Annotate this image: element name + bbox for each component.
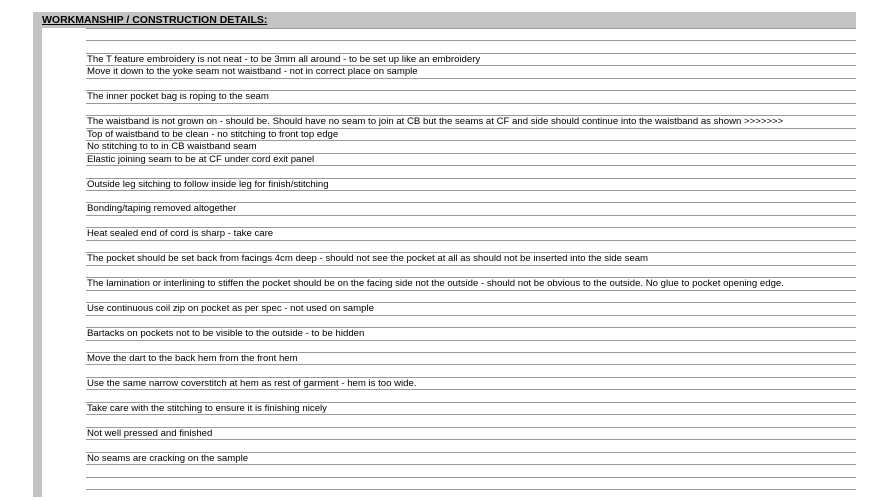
detail-row[interactable] (86, 414, 856, 426)
detail-row[interactable]: Move the dart to the back hem from the front hem (86, 352, 856, 364)
detail-row[interactable]: The waistband is not grown on - should be. Should have no seam to join at CB but the seams at CF and side should continue into the waistband as shown >>>>>>> (86, 115, 856, 127)
detail-row[interactable]: Move it down to the yoke seam not waistband - not in correct place on sample (86, 65, 856, 77)
detail-row[interactable]: Top of waistband to be clean - no stitching to front top edge (86, 128, 856, 140)
detail-row[interactable] (86, 165, 856, 177)
detail-row[interactable] (86, 240, 856, 252)
detail-row[interactable] (86, 103, 856, 115)
detail-row[interactable] (86, 290, 856, 302)
detail-row[interactable]: Outside leg sitching to follow inside leg for finish/stitching (86, 178, 856, 190)
detail-row[interactable]: The pocket should be set back from facings 4cm deep - should not see the pocket at all as should not be inserted into the side seam (86, 252, 856, 264)
detail-row[interactable] (86, 364, 856, 376)
detail-row[interactable]: Bartacks on pockets not to be visible to the outside - to be hidden (86, 327, 856, 339)
detail-row[interactable] (86, 340, 856, 352)
detail-row[interactable]: Heat sealed end of cord is sharp - take care (86, 227, 856, 239)
construction-details-sheet (86, 28, 856, 497)
detail-row[interactable]: Not well pressed and finished (86, 427, 856, 439)
detail-row[interactable] (86, 265, 856, 277)
detail-row[interactable] (86, 489, 856, 501)
detail-row[interactable]: Use continuous coil zip on pocket as per spec - not used on sample (86, 302, 856, 314)
detail-row[interactable] (86, 28, 856, 40)
detail-row[interactable]: No stitching to to in CB waistband seam (86, 140, 856, 152)
section-header (33, 12, 856, 28)
detail-row[interactable]: The inner pocket bag is roping to the seam (86, 90, 856, 102)
detail-row[interactable] (86, 190, 856, 202)
left-margin-bar (33, 12, 42, 497)
detail-row[interactable] (86, 439, 856, 451)
detail-row[interactable]: Bonding/taping removed altogether (86, 202, 856, 214)
detail-row[interactable]: The T feature embroidery is not neat - to be 3mm all around - to be set up like an embroidery (86, 53, 856, 65)
detail-row[interactable]: No seams are cracking on the sample (86, 452, 856, 464)
detail-row[interactable] (86, 40, 856, 52)
detail-row[interactable]: The lamination or interlining to stiffen the pocket should be on the facing side not the outside - should not be obvious to the outside. No glue to pocket opening edge. (86, 277, 856, 289)
detail-row[interactable] (86, 389, 856, 401)
detail-row[interactable]: Elastic joining seam to be at CF under cord exit panel (86, 153, 856, 165)
section-title: WORKMANSHIP / CONSTRUCTION DETAILS: (42, 14, 268, 26)
detail-row[interactable] (86, 78, 856, 90)
detail-row[interactable]: Use the same narrow coverstitch at hem as rest of garment - hem is too wide. (86, 377, 856, 389)
detail-row[interactable] (86, 215, 856, 227)
detail-row[interactable] (86, 315, 856, 327)
detail-row[interactable] (86, 477, 856, 489)
detail-row[interactable]: Take care with the stitching to ensure it is finishing nicely (86, 402, 856, 414)
detail-row[interactable] (86, 464, 856, 476)
